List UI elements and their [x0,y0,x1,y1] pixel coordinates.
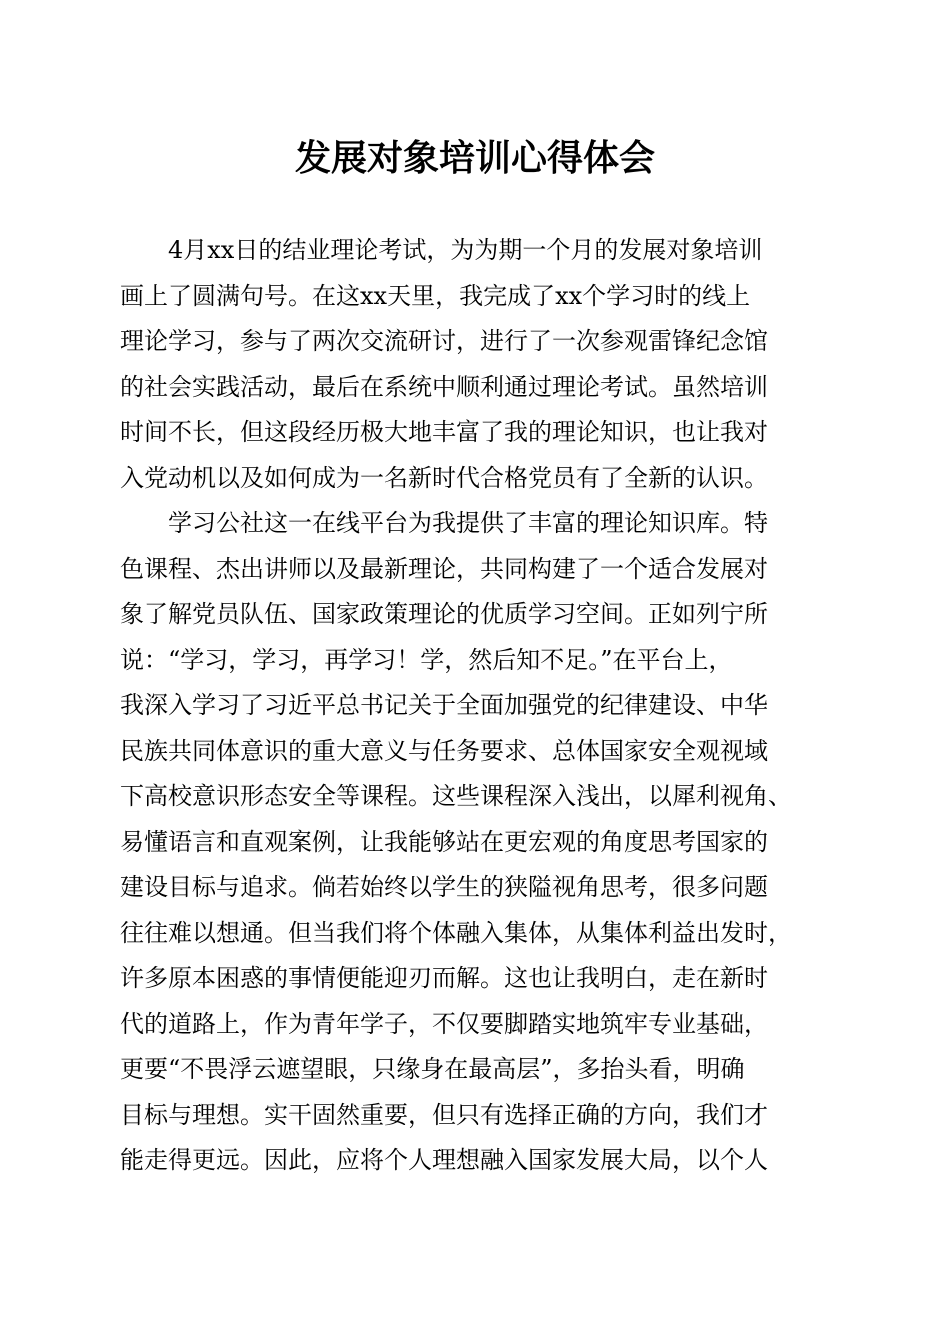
body-line: 说：“学习，学习，再学习！学，然后知不足。”在平台上， [120,645,733,674]
body-line: 下高校意识形态安全等课程。这些课程深入浅出，以犀利视角、 [120,782,792,810]
body-line: 学习公社这一在线平台为我提供了丰富的理论知识库。特 [120,509,768,537]
body-line: 4月xx日的结业理论考试，为为期一个月的发展对象培训 [120,236,763,264]
body-line: 色课程、杰出讲师以及最新理论，共同构建了一个适合发展对 [120,554,768,583]
body-line: 象了解党员队伍、国家政策理论的优质学习空间。正如列宁所 [120,600,768,628]
body-line: 许多原本困惑的事情便能迎刃而解。这也让我明白，走在新时 [120,964,768,992]
document-title: 发展对象培训心得体会 [294,137,655,179]
body-line: 入党动机以及如何成为一名新时代合格党员有了全新的认识。 [120,463,768,492]
body-line: 往往难以想通。但当我们将个体融入集体，从集体利益出发时， [120,918,792,947]
body-line: 建设目标与追求。倘若始终以学生的狭隘视角思考，很多问题 [120,873,768,901]
body-line: 目标与理想。实干固然重要，但只有选择正确的方向，我们才 [120,1100,768,1129]
body-line: 的社会实践活动，最后在系统中顺利通过理论考试。虽然培训 [120,372,768,401]
body-line: 时间不长，但这段经历极大地丰富了我的理论知识，也让我对 [120,418,768,446]
document-body [120,228,840,1184]
body-line: 代的道路上，作为青年学子，不仅要脚踏实地筑牢专业基础， [120,1009,768,1038]
body-line: 画上了圆满句号。在这xx天里，我完成了xx个学习时的线上 [120,281,751,310]
body-line: 易懂语言和直观案例，让我能够站在更宏观的角度思考国家的 [120,827,768,856]
body-line: 民族共同体意识的重大意义与任务要求、总体国家安全观视域 [120,736,768,765]
body-line: 理论学习，参与了两次交流研讨，进行了一次参观雷锋纪念馆 [120,327,768,355]
body-line: 更要“不畏浮云遮望眼，只缘身在最高层”，多抬头看，明确 [120,1055,745,1083]
body-line: 我深入学习了习近平总书记关于全面加强党的纪律建设、中华 [120,691,768,719]
body-line: 能走得更远。因此，应将个人理想融入国家发展大局，以个人 [120,1146,768,1174]
